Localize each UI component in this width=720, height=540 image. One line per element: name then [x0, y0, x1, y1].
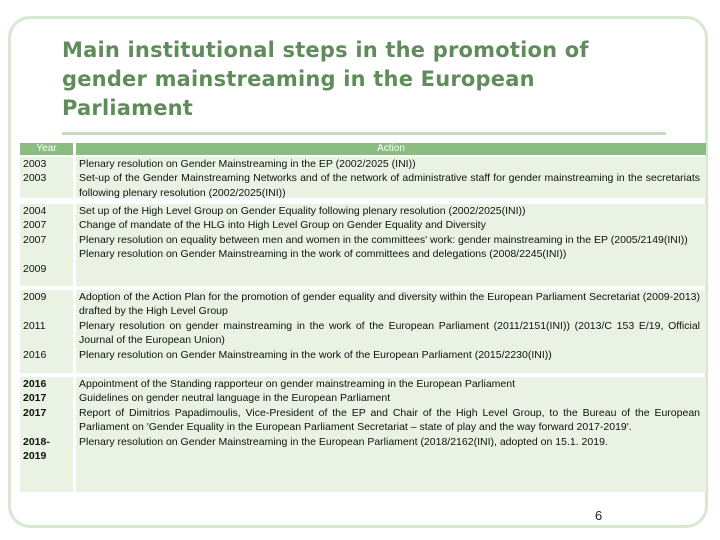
action-item: Plenary resolution on Gender Mainstreaming in the European Parliament (2018/2162(INI), adopted on 15.1. 2019. — [79, 435, 608, 448]
year-column — [20, 143, 73, 492]
year-cell: 2009 2011 2016 — [20, 290, 73, 373]
year-header: Year — [20, 143, 73, 155]
action-item: Set up of the High Level Group on Gender Equality following plenary resolution (2002/2025(INI)) — [79, 205, 526, 217]
action-item: Plenary resolution on gender mainstreaming in the work of the European Parliament (2011/2151(INI)) (2013/C 153 E/19, Official Journal of the European Union) — [79, 319, 700, 347]
action-item: Appointment of the Standing rapporteur on gender mainstreaming in the European Parliament — [79, 378, 516, 390]
action-header: Action — [76, 143, 706, 155]
year-cell: 2016 2017 2017 2018- 2019 — [20, 377, 73, 492]
action-item: Guidelines on gender neutral language in the European Parliament — [79, 392, 391, 405]
action-item: Report of Dimitrios Papadimoulis, Vice-President of the EP and Chair of the High Level Group, to the Bureau of the European Parliament on 'Gender Equality in the European Parliament Secretariat – state of play and the way forward 2017-2019'. — [79, 406, 700, 434]
action-item: Plenary resolution on Gender Mainstreaming in the EP (2002/2025 (INI)) — [79, 158, 416, 170]
action-column — [76, 143, 706, 492]
title-divider — [62, 132, 666, 135]
action-item: Adoption of the Action Plan for the promotion of gender equality and diversity within the European Parliament Secretariat (2009-2013) drafted by the High Level Group — [79, 291, 700, 318]
year-cell: 2003 2003 — [20, 157, 73, 198]
action-cell — [76, 204, 706, 286]
year-cell: 2004 2007 2007 2009 — [20, 204, 73, 286]
page-number: 6 — [595, 508, 603, 523]
action-item: Set-up of the Gender Mainstreaming Networks and of the network of administrative staff for gender mainstreaming in the secretariats following plenary resolution (2002/2025(INI)) — [79, 172, 700, 199]
action-cell — [76, 377, 706, 492]
action-cell — [76, 157, 706, 198]
action-item: Plenary resolution on Gender Mainstreaming in the work of committees and delegations (2008/2245(INI)) — [79, 248, 567, 261]
action-item: Change of mandate of the HLG into High Level Group on Gender Equality and Diversity — [79, 219, 486, 232]
steps-table — [20, 143, 706, 492]
slide-title: Main institutional steps in the promotion of gender mainstreaming in the European Parliament — [62, 38, 589, 120]
action-item: Plenary resolution on equality between men and women in the committees' work: gender mainstreaming in the EP (2005/2149(INI)) — [79, 233, 688, 246]
action-item: Plenary resolution on Gender Mainstreaming in the work of the European Parliament (2015/2230(INI)) — [79, 348, 552, 361]
action-cell — [76, 290, 706, 373]
